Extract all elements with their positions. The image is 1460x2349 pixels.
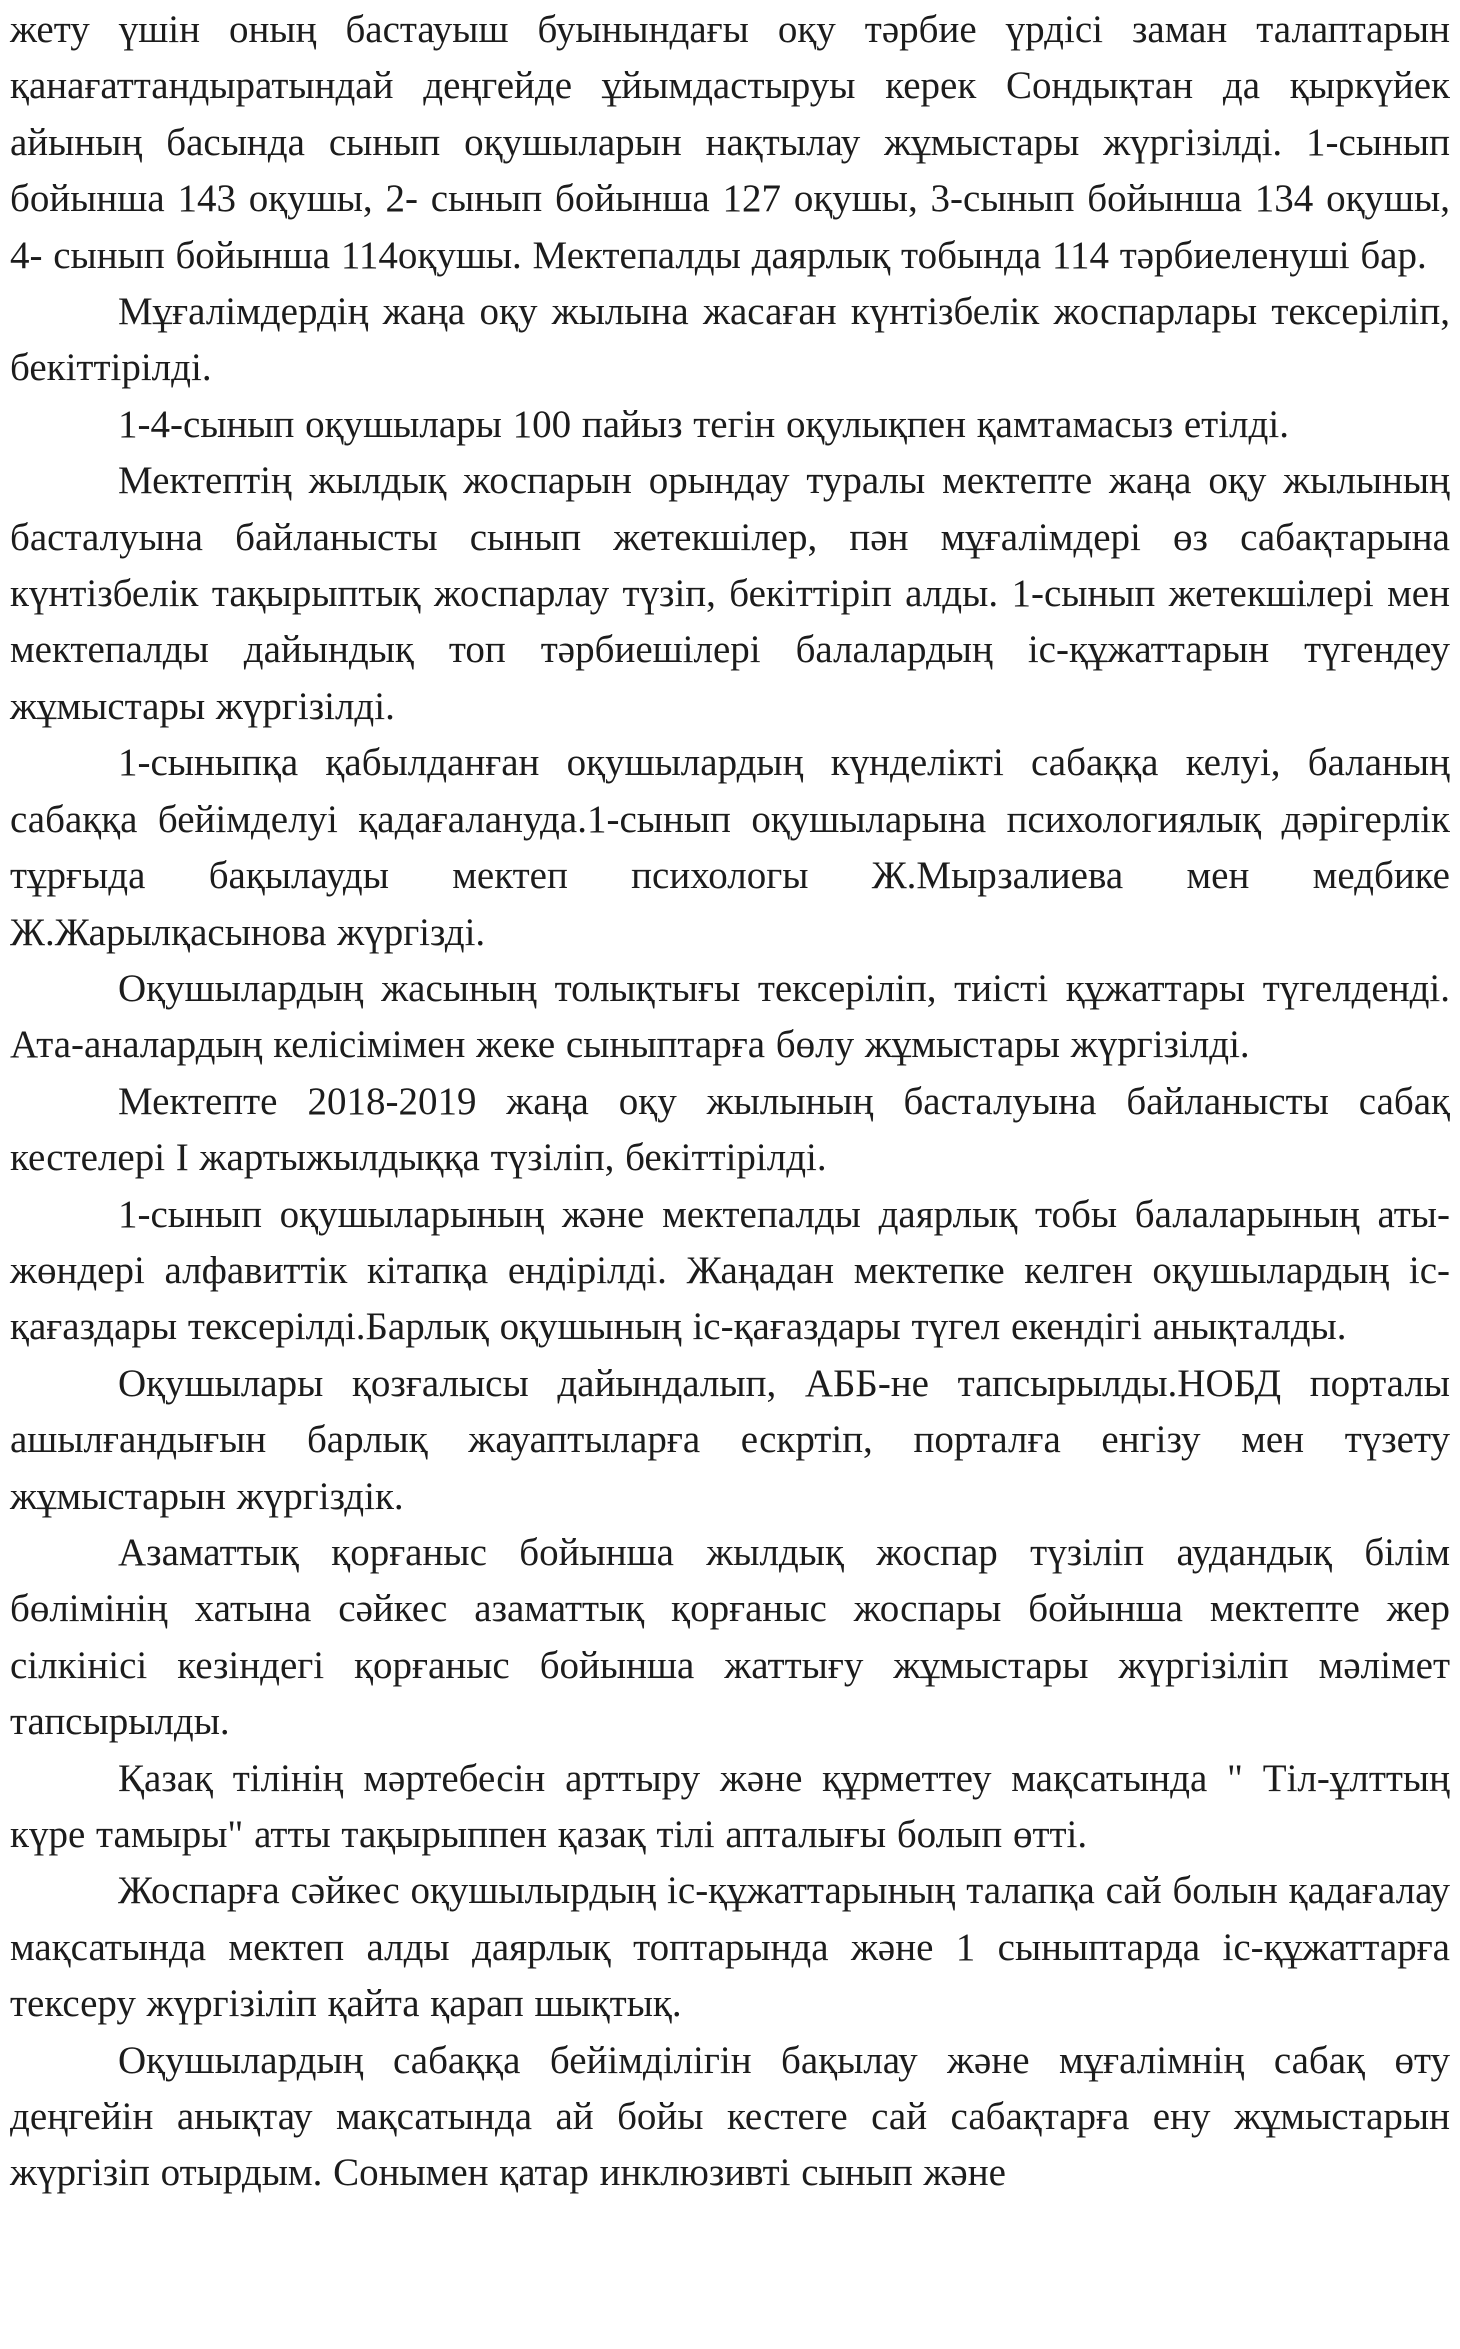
document-body: [10, 2, 1450, 2202]
paragraph-continuation: жету үшін оның бастауыш буынындағы оқу тәрбие үрдісі заман талаптарын қанағаттандыратындай деңгейде ұйымдастыруы керек Сондықтан да қыркүйек айының басында сынып оқушыларын нақтылау жұмыстары жүргізілді. 1-сынып бойынша 143 оқушы, 2- сынып бойынша 127 оқушы, 3-сынып бойынша 134 оқушы, 4- сынып бойынша 114оқушы. Мектепалды даярлық тобында 114 тәрбиеленуші бар.: [10, 8, 1450, 277]
paragraph-student-movement: Оқушылары қозғалысы дайындалып, АББ-не тапсырылды.НОБД порталы ашылғандығын барлық жауаптыларға ескртіп, порталға енгізу мен түзету жұмыстарын жүргіздік.: [10, 1361, 1450, 1518]
paragraph-annual-plan: Мектептің жылдық жоспарын орындау туралы мектепте жаңа оқу жылының басталуына байланысты сынып жетекшілер, пән мұғалімдері өз сабақтарына күнтізбелік тақырыптық жоспарлау түзіп, бекіттіріп алды. 1-сынып жетекшілері мен мектепалды дайындық топ тәрбиешілері балалардың іс-құжаттарын түгендеу жұмыстары жүргізілді.: [10, 459, 1450, 728]
paragraph-alphabet-book: 1-сынып оқушыларының және мектепалды даярлық тобы балаларының аты-жөндері алфавиттік кітапқа ендірілді. Жаңадан мектепке келген оқушылардың іс-қағаздары тексерілді.Барлық оқушының іс-қағаздары түгел екендігі анықталды.: [10, 1192, 1450, 1349]
paragraph-civil-defense: Азаматтық қорғаныс бойынша жылдық жоспар түзіліп аудандық білім бөлімінің хатына сәйкес азаматтық қорғаныс жоспары бойынша мектепте жер сілкінісі кезіндегі қорғаныс бойынша жаттығу жұмыстары жүргізіліп мәлімет тапсырылды.: [10, 1530, 1450, 1744]
paragraph-kazakh-language-week: Қазақ тілінің мәртебесін арттыру және құрметтеу мақсатында " Тіл-ұлттың күре тамыры" атты тақырыппен қазақ тілі апталығы болып өтті.: [10, 1756, 1450, 1856]
paragraph-schedule: Мектепте 2018-2019 жаңа оқу жылының басталуына байланысты сабақ кестелері I жартыжылдыққа түзіліп, бекіттірілді.: [10, 1079, 1450, 1180]
paragraph-textbooks: 1-4-сынып оқушылары 100 пайыз тегін оқулықпен қамтамасыз етілді.: [118, 402, 1289, 446]
paragraph-age-check: Оқушылардың жасының толықтығы тексеріліп, тиісті құжаттары түгелденді. Ата-аналардың келісімімен жеке сыныптарға бөлу жұмыстары жүргізілді.: [10, 966, 1450, 1067]
paragraph-lesson-observation: Оқушылардың сабаққа бейімділігін бақылау және мұғалімнің сабақ өту деңгейін анықтау мақсатында ай бойы кестеге сай сабақтарға ену жұмыстарын жүргізіп отырдым. Сонымен қатар инклюзивті сынып және: [10, 2038, 1450, 2195]
paragraph-documents-check: Жоспарға сәйкес оқушылырдың іс-құжаттарының талапқа сай болын қадағалау мақсатында мектеп алды даярлық топтарында және 1 сыныптарда іс-құжаттарға тексеру жүргізіліп қайта қарап шықтық.: [10, 1869, 1450, 2026]
paragraph-first-grade-attendance: 1-сыныпқа қабылданған оқушылардың күнделікті сабаққа келуі, баланың сабаққа бейімделуі қадағалануда.1-сынып оқушыларына психологиялық дәрігерлік тұрғыда бақылауды мектеп психологы Ж.Мырзалиева мен медбике Ж.Жарылқасынова жүргізді.: [10, 741, 1450, 954]
paragraph-calendar-plans: Мұғалімдердің жаңа оқу жылына жасаған күнтізбелік жоспарлары тексеріліп, бекіттірілді.: [10, 290, 1450, 390]
